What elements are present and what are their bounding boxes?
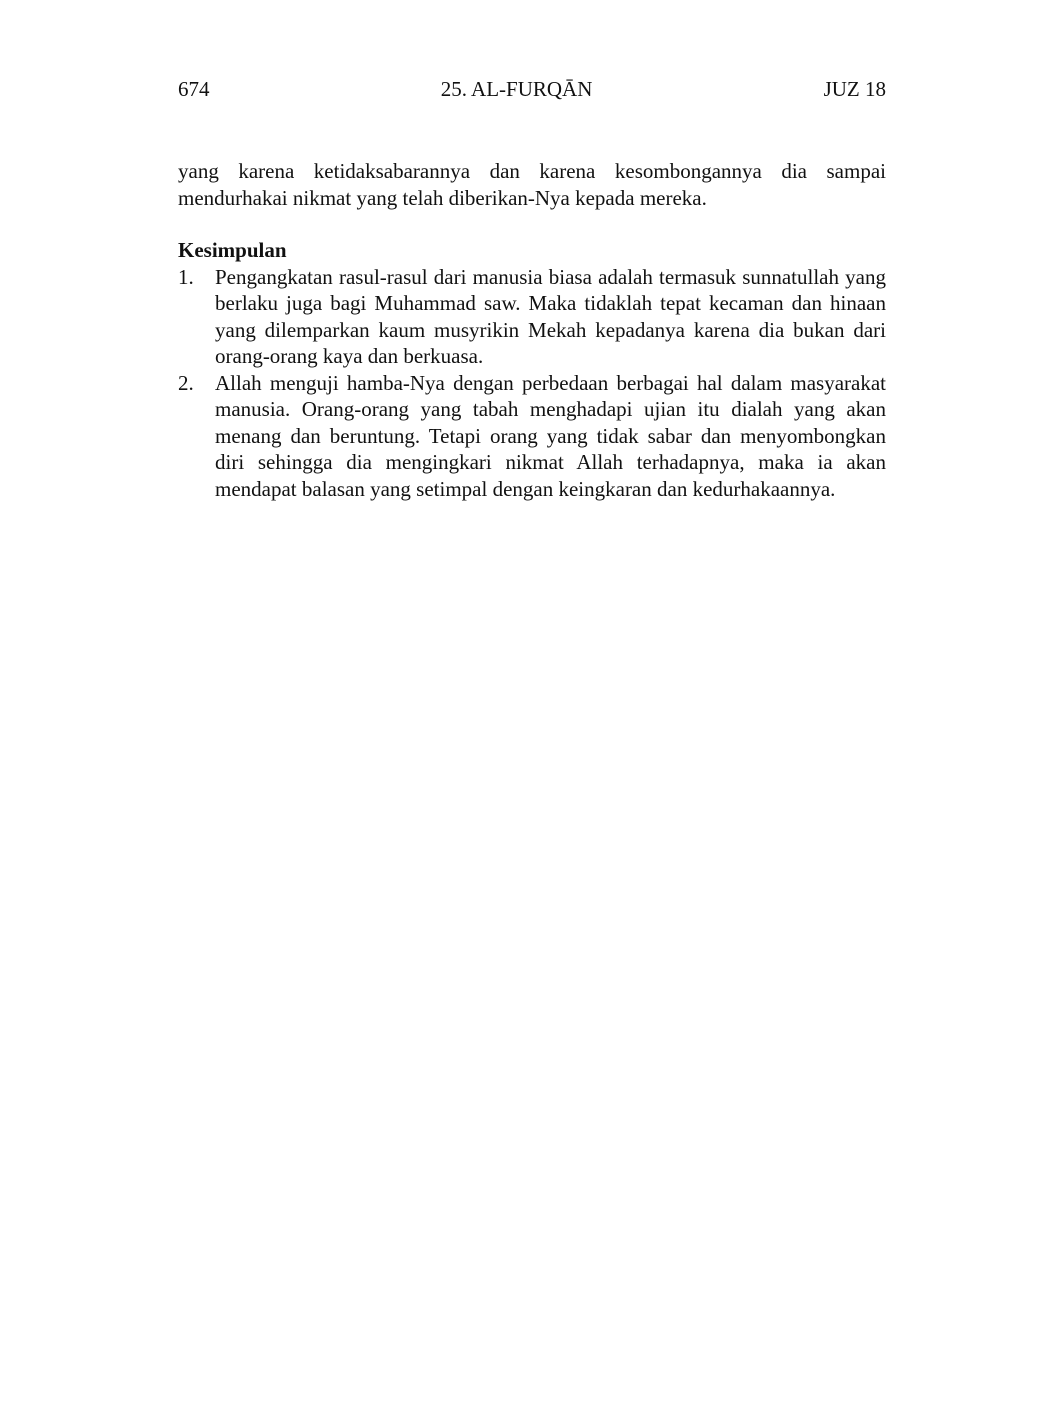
- list-item: [178, 264, 886, 370]
- page-number: 674: [178, 77, 210, 101]
- juz-label: JUZ 18: [823, 77, 886, 101]
- running-header: [178, 74, 886, 104]
- list-item-text: Pengangkatan rasul-rasul dari manusia biasa adalah termasuk sunnatullah yang berlaku juga bagi Muhammad saw. Maka tidaklah tepat kecaman dan hinaan yang dilemparkan kaum musyrikin Mekah kepadanya karena dia bukan dari orang-orang kaya dan berkuasa.: [215, 264, 886, 368]
- document-page: [178, 74, 886, 502]
- list-item-number: 1.: [178, 264, 194, 289]
- list-item-text: Allah menguji hamba-Nya dengan perbedaan berbagai hal dalam masyarakat manusia. Orang-orang yang tabah menghadapi ujian itu dialah yang akan menang dan beruntung. Tetapi orang yang tidak sabar dan menyombongkan diri sehingga dia mengingkari nikmat Allah terhadapnya, maka ia akan mendapat balasan yang setimpal dengan keingkaran dan kedurhakaannya.: [215, 370, 886, 501]
- surah-title: 25. AL-FURQĀN: [440, 77, 593, 101]
- intro-paragraph: yang karena ketidaksabarannya dan karena kesombongannya dia sampai mendurhakai nikmat yang telah diberikan-Nya kepada mereka.: [178, 159, 886, 210]
- section-heading-conclusion: Kesimpulan: [178, 238, 287, 262]
- list-item: [178, 370, 886, 503]
- list-item-number: 2.: [178, 370, 194, 395]
- conclusion-list: [178, 264, 886, 503]
